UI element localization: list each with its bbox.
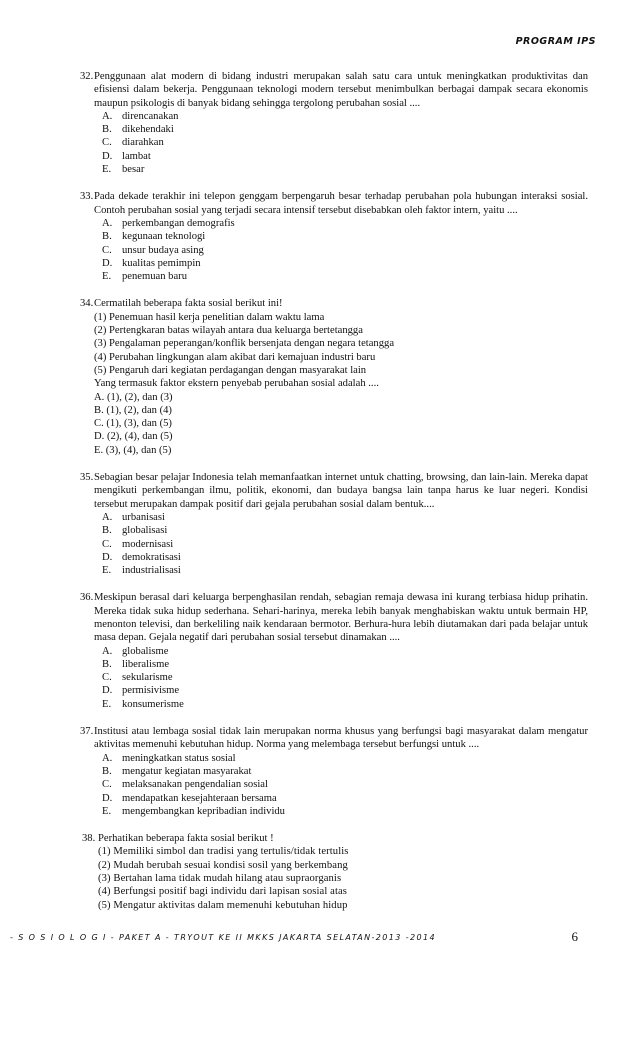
option-letter: B. (102, 525, 112, 537)
option-e (102, 698, 588, 711)
answer-choice: E. (3), (4), dan (5) (94, 444, 172, 456)
option-text: kualitas pemimpin (122, 257, 201, 269)
option-text: diarahkan (122, 137, 164, 149)
answer-choice: D. (2), (4), dan (5) (94, 431, 173, 443)
option-letter: C. (102, 538, 112, 550)
option-e (102, 564, 588, 577)
statement-item: (5) Pengaruh dari kegiatan perdagangan dengan masyarakat lain (94, 364, 367, 376)
option-letter: E. (102, 164, 112, 176)
question-text: Sebagian besar pelajar Indonesia telah memanfaatkan internet untuk chatting, browsing, dan lain-lain. Mereka dapat mengikuti perkembangan ilmu, politik, ekonomi, dan budaya bangsa lain tanpa harus ke luar negeri. Kondisi tersebut merupakan dampak positif dari gejala perubahan sosial dalam bentuk.... (94, 472, 588, 510)
option-d (102, 551, 588, 564)
option-text: mengembangkan kepribadian individu (122, 805, 285, 817)
option-letter: A. (102, 511, 113, 523)
question-text: Meskipun berasal dari keluarga berpenghasilan rendah, sebagian remaja dewasa ini kurang terbiasa hidup prihatin. Mereka tidak suka hidup sederhana. Sehari-harinya, mereka lebih banyak menghabiskan waktu untuk bermain HP, menonton televisi, dan berkeliling naik kendaraan bermotor. Berhura-hura lebih diutamakan dari pada belajar untuk masa depan. Gejala negatif dari perubahan sosial tersebut dinamakan .... (94, 592, 588, 644)
statement-item: (4) Berfungsi positif bagi individu dari lapisan sosial atas (98, 886, 348, 898)
option-a (102, 645, 588, 658)
option-a (102, 217, 588, 230)
option-b (102, 765, 588, 778)
option-text: besar (122, 164, 145, 176)
question-38 (66, 832, 588, 912)
question-number: 38. (82, 833, 96, 845)
question-36 (66, 591, 588, 711)
question-number: 34. (80, 298, 94, 310)
question-number: 35. (80, 472, 94, 484)
question-34 (66, 297, 588, 457)
option-text: mendapatkan kesejahteraan bersama (122, 792, 277, 804)
question-text: Penggunaan alat modern di bidang industri merupakan salah satu cara untuk meningkatkan produktivitas dan efisiensi dalam bekerja. Penggunaan teknologi modern tersebut menimbulkan berbagai dampak secara ekonomis maupun psikologis di banyak bidang sehingga tergolong perubahan sosial .... (94, 71, 588, 109)
question-text: Cermatilah beberapa fakta sosial berikut ini! (94, 298, 283, 310)
option-letter: C. (102, 779, 112, 791)
option-b (102, 658, 588, 671)
question-text: Perhatikan beberapa fakta sosial berikut ! (98, 833, 274, 845)
option-c (102, 538, 588, 551)
option-text: meningkatkan status sosial (122, 752, 236, 764)
option-text: demokratisasi (122, 551, 181, 563)
option-letter: C. (102, 137, 112, 149)
question-text: Pada dekade terakhir ini telepon genggam berpengaruh besar terhadap perubahan pola hubungan interaksi sosial. Contoh perubahan sosial yang terjadi secara intensif tersebut disebabkan oleh faktor intern, yaitu .... (94, 191, 588, 216)
option-c (102, 778, 588, 791)
option-a (102, 110, 588, 123)
option-letter: A. (102, 217, 113, 229)
option-text: permisivisme (122, 685, 180, 697)
option-letter: B. (102, 124, 112, 136)
option-text: liberalisme (122, 658, 170, 670)
question-32 (66, 70, 588, 176)
statement-item: (1) Memiliki simbol dan tradisi yang tertulis/tidak tertulis (98, 846, 349, 858)
question-number: 37. (80, 726, 94, 738)
option-letter: D. (102, 685, 113, 697)
statement-item: (3) Pengalaman peperangan/konflik bersenjata dengan negara tetangga (94, 338, 395, 350)
option-letter: E. (102, 565, 112, 577)
option-letter: D. (102, 792, 113, 804)
question-35 (66, 471, 588, 577)
option-text: melaksanakan pengendalian sosial (122, 779, 268, 791)
option-e (102, 270, 588, 283)
option-b (102, 123, 588, 136)
option-text: modernisasi (122, 538, 174, 550)
option-c (102, 671, 588, 684)
option-text: globalisasi (122, 525, 168, 537)
option-text: konsumerisme (122, 698, 184, 710)
page-header: PROGRAM IPS (515, 36, 596, 47)
option-letter: A. (102, 752, 113, 764)
question-33 (66, 190, 588, 283)
statement-item: (5) Mengatur aktivitas dalam memenuhi kebutuhan hidup (98, 899, 348, 911)
statement-item: (2) Mudah berubah sesuai kondisi sosil yang berkembang (98, 859, 348, 871)
statement-item: (2) Pertengkaran batas wilayah antara dua keluarga bertetangga (94, 325, 363, 337)
option-text: globalisme (122, 645, 169, 657)
question-number: 33. (80, 191, 94, 203)
option-text: kegunaan teknologi (122, 231, 206, 243)
option-text: penemuan baru (122, 271, 188, 283)
option-letter: C. (102, 672, 112, 684)
option-d (102, 684, 588, 697)
option-text: sekularisme (122, 672, 173, 684)
option-letter: D. (102, 551, 113, 563)
option-letter: E. (102, 271, 112, 283)
option-letter: B. (102, 765, 112, 777)
statement-item: (1) Penemuan hasil kerja penelitian dalam waktu lama (94, 311, 325, 323)
option-letter: B. (102, 231, 112, 243)
answer-choice: B. (1), (2), dan (4) (94, 404, 172, 416)
option-a (102, 752, 588, 765)
option-text: direncanakan (122, 110, 179, 122)
question-number: 32. (80, 71, 94, 82)
page-footer: - S O S I O L O G I - PAKET A - TRYOUT KE II MKKS JAKARTA SELATAN-2013 -2014 (10, 933, 436, 942)
question-text: Institusi atau lembaga sosial tidak lain merupakan norma khusus yang berfungsi bagi masyarakat dalam mengatur aktivitas memenuhi kebutuhan hidup. Norma yang melembaga tersebut berfungsi untuk .... (94, 726, 588, 751)
option-letter: C. (102, 244, 112, 256)
option-text: dikehendaki (122, 124, 174, 136)
option-c (102, 136, 588, 149)
option-letter: D. (102, 257, 113, 269)
option-text: mengatur kegiatan masyarakat (122, 765, 252, 777)
option-letter: E. (102, 698, 112, 710)
option-letter: B. (102, 658, 112, 670)
question-number: 36. (80, 592, 94, 604)
option-letter: A. (102, 110, 113, 122)
statement-item: (4) Perubahan lingkungan alam akibat dari kemajuan industri baru (94, 351, 376, 363)
option-b (102, 230, 588, 243)
question-37 (66, 725, 588, 818)
option-letter: D. (102, 150, 113, 162)
question-prompt: Yang termasuk faktor ekstern penyebab perubahan sosial adalah .... (94, 378, 379, 390)
option-text: urbanisasi (122, 511, 165, 523)
answer-choice: C. (1), (3), dan (5) (94, 418, 172, 430)
question-list (66, 70, 588, 926)
option-b (102, 524, 588, 537)
option-d (102, 150, 588, 163)
option-d (102, 257, 588, 270)
page-number: 6 (571, 929, 578, 944)
option-letter: A. (102, 645, 113, 657)
option-e (102, 163, 588, 176)
statement-item: (3) Bertahan lama tidak mudah hilang atau supraorganis (98, 873, 342, 885)
option-a (102, 511, 588, 524)
option-text: unsur budaya asing (122, 244, 204, 256)
option-text: perkembangan demografis (122, 217, 235, 229)
option-text: lambat (122, 150, 151, 162)
option-c (102, 244, 588, 257)
option-d (102, 792, 588, 805)
option-e (102, 805, 588, 818)
option-text: industrialisasi (122, 565, 181, 577)
option-letter: E. (102, 805, 112, 817)
answer-choice: A. (1), (2), dan (3) (94, 391, 173, 403)
